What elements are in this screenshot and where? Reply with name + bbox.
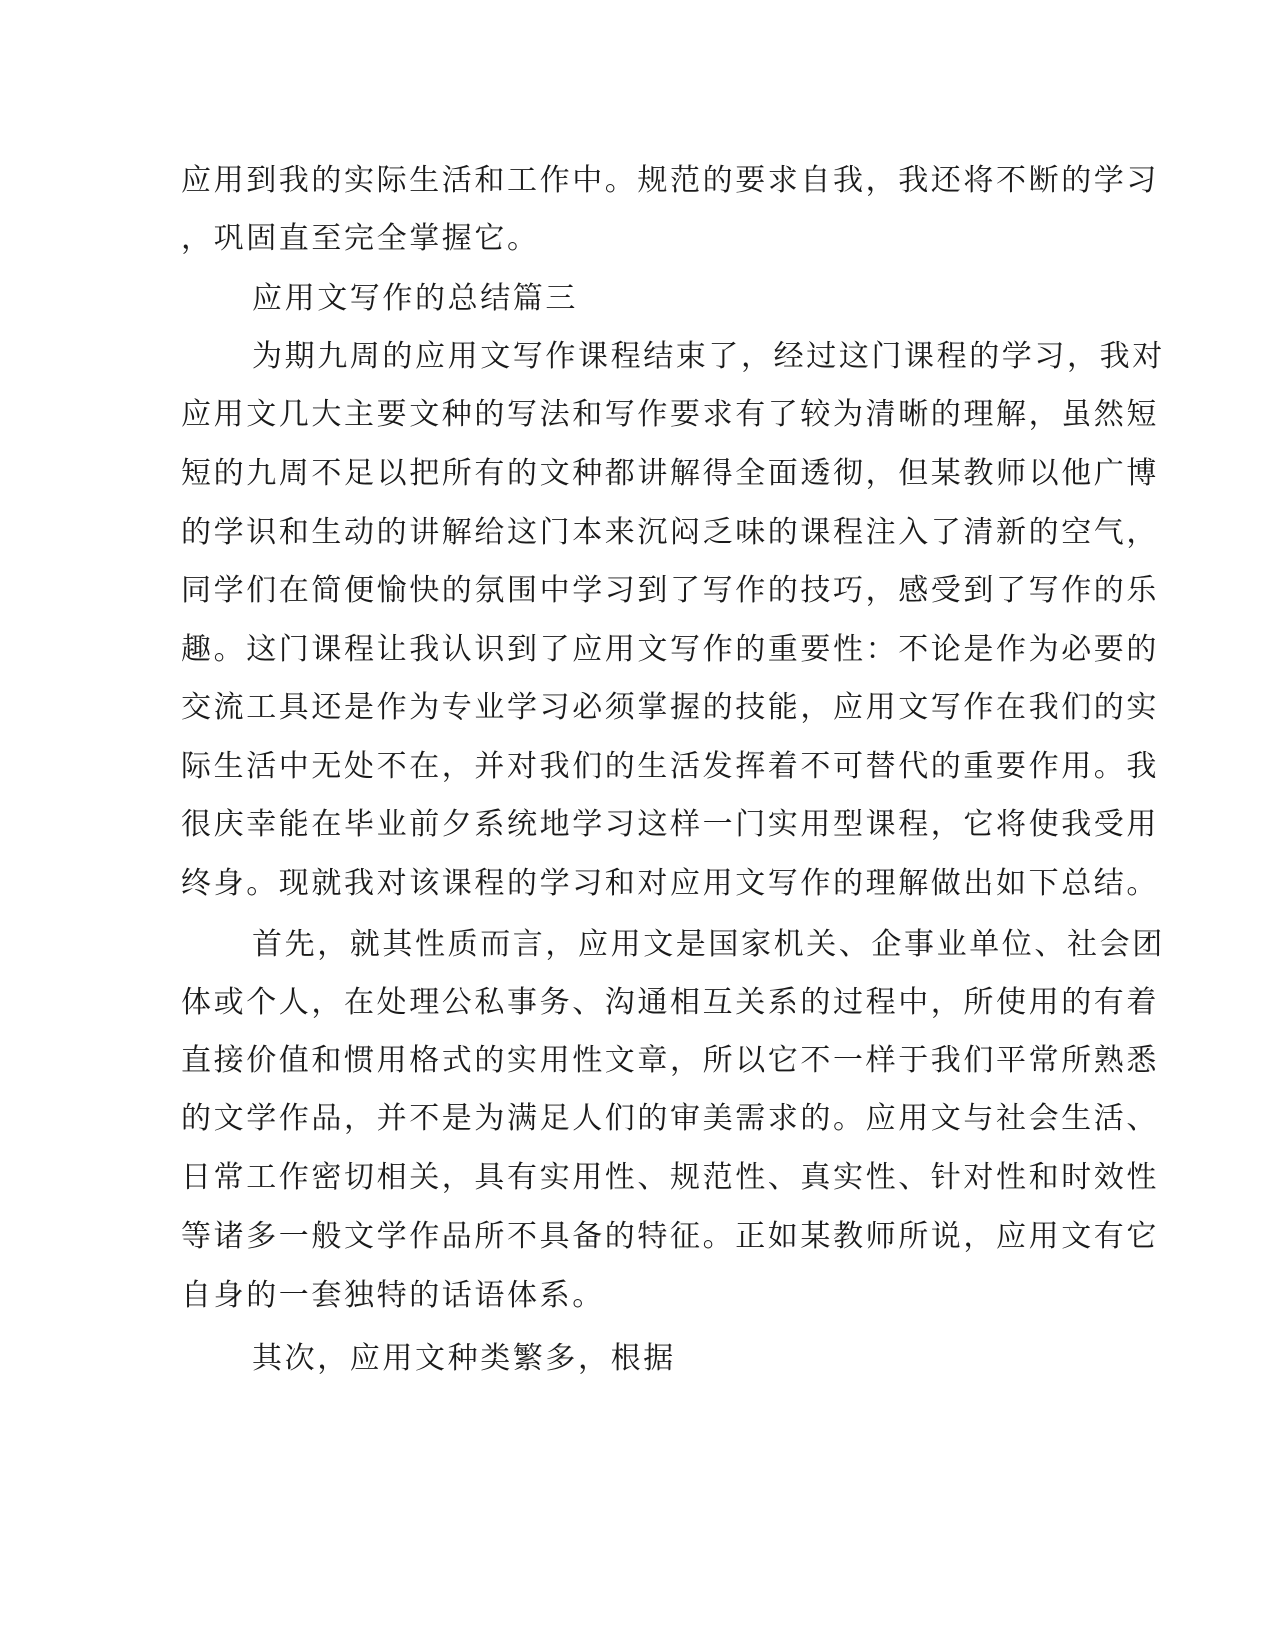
text-line: 趣。这门课程让我认识到了应用文写作的重要性：不论是作为必要的 (181, 632, 1159, 667)
section-heading: 应用文写作的总结篇三 (252, 281, 578, 316)
text-line: 直接价值和惯用格式的实用性文章，所以它不一样于我们平常所熟悉 (181, 1043, 1159, 1078)
text-line: 的文学作品，并不是为满足人们的审美需求的。应用文与社会生活、 (181, 1101, 1159, 1136)
text-line: 应用到我的实际生活和工作中。规范的要求自我，我还将不断的学习 (181, 163, 1159, 198)
text-line: 同学们在简便愉快的氛围中学习到了写作的技巧，感受到了写作的乐 (181, 573, 1159, 608)
text-line: 其次，应用文种类繁多，根据 (252, 1341, 676, 1376)
text-line: 际生活中无处不在，并对我们的生活发挥着不可替代的重要作用。我 (181, 749, 1159, 784)
text-line: 很庆幸能在毕业前夕系统地学习这样一门实用型课程，它将使我受用 (181, 807, 1159, 842)
text-line: 应用文几大主要文种的写法和写作要求有了较为清晰的理解，虽然短 (181, 397, 1159, 432)
text-line: 短的九周不足以把所有的文种都讲解得全面透彻，但某教师以他广博 (181, 456, 1159, 491)
text-line: 自身的一套独特的话语体系。 (181, 1278, 605, 1313)
text-line: 体或个人，在处理公私事务、沟通相互关系的过程中，所使用的有着 (181, 985, 1159, 1020)
text-line: 的学识和生动的讲解给这门本来沉闷乏味的课程注入了清新的空气， (181, 515, 1159, 550)
text-line: 日常工作密切相关，具有实用性、规范性、真实性、针对性和时效性 (181, 1160, 1159, 1195)
text-line: ，巩固直至完全掌握它。 (181, 221, 540, 256)
text-line: 等诸多一般文学作品所不具备的特征。正如某教师所说，应用文有它 (181, 1219, 1159, 1254)
text-line: 为期九周的应用文写作课程结束了，经过这门课程的学习，我对 (252, 339, 1165, 374)
text-line: 终身。现就我对该课程的学习和对应用文写作的理解做出如下总结。 (181, 866, 1159, 901)
text-line: 交流工具还是作为专业学习必须掌握的技能，应用文写作在我们的实 (181, 690, 1159, 725)
text-line: 首先，就其性质而言，应用文是国家机关、企事业单位、社会团 (252, 927, 1165, 962)
